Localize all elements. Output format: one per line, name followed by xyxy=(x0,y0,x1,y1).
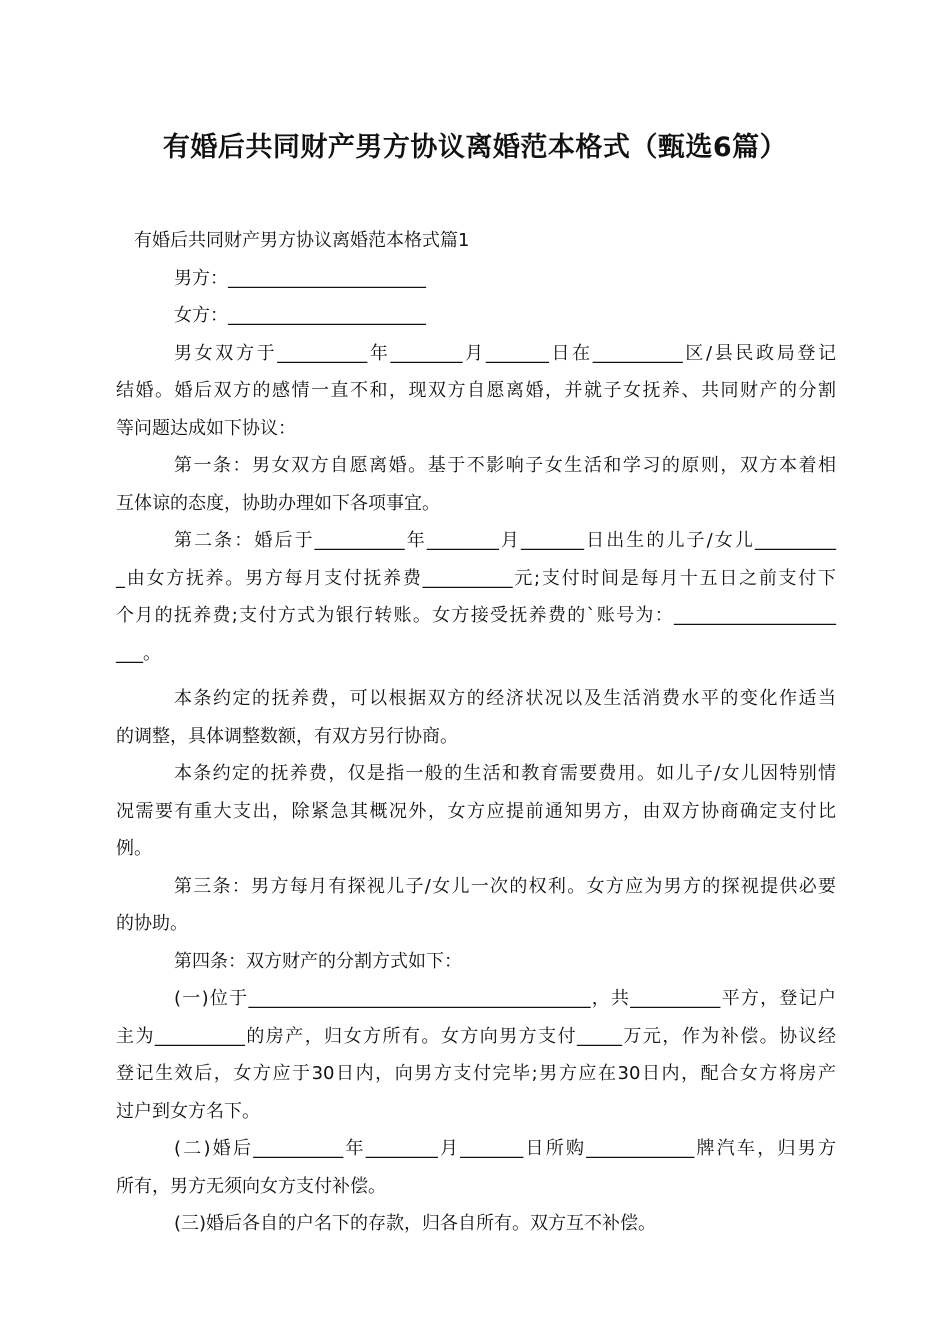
article-2-note-line: 本条约定的抚养费，可以根据双方的经济状况以及生活消费水平的变化作适当 xyxy=(174,688,836,709)
wife-field: 女方：______________________ xyxy=(174,305,426,326)
article-1-line: 互体谅的态度，协助办理如下各项事宜。 xyxy=(116,492,440,514)
paragraph-line: 结婚。婚后双方的感情一直不和，现双方自愿离婚，并就子女抚养、共同财产的分割 xyxy=(116,380,836,401)
article-2-line: 第二条：婚后于__________年________月_______日出生的儿子/女儿_________ xyxy=(174,530,836,551)
article-2-line: _由女方抚养。男方每月支付抚养费__________元;支付时间是每月十五日之前支付下 xyxy=(116,567,836,589)
document-title: 有婚后共同财产男方协议离婚范本格式（甄选6篇） xyxy=(162,132,788,163)
article-3-line: 第三条：男方每月有探视儿子/女儿一次的权利。女方应为男方的探视提供必要 xyxy=(174,875,836,897)
husband-field: 男方：______________________ xyxy=(174,267,426,289)
paragraph-line: 等问题达成如下协议： xyxy=(116,417,296,439)
article-2-note-line: 况需要有重大支出，除紧急其概况外，女方应提前通知男方，由双方协商确定支付比 xyxy=(116,800,836,822)
property-item-1-line: 登记生效后，女方应于30日内，向男方支付完毕;男方应在30日内，配合女方将房产 xyxy=(116,1063,836,1084)
article-1-line: 第一条：男女双方自愿离婚。基于不影响子女生活和学习的原则，双方本着相 xyxy=(174,455,836,476)
article-2-note-line: 例。 xyxy=(116,838,152,859)
article-2-line: 个月的抚养费;支付方式为银行转账。女方接受抚养费的`账号为：__________________ xyxy=(116,605,836,626)
article-2-note-line: 本条约定的抚养费，仅是指一般的生活和教育需要费用。如儿子/女儿因特别情 xyxy=(174,763,836,784)
property-item-1-line: 主为__________的房产，归女方所有。女方向男方支付_____万元，作为补偿。协议经 xyxy=(116,1025,836,1047)
property-item-1-line: 过户到女方名下。 xyxy=(116,1100,260,1122)
property-item-2-line: 所有，男方无须向女方支付补偿。 xyxy=(116,1175,386,1197)
property-item-3-line: (三)婚后各自的户名下的存款，归各自所有。双方互不补偿。 xyxy=(174,1213,657,1234)
property-item-1-line: (一)位于______________________________________，共__________平方，登记户 xyxy=(174,988,836,1009)
paragraph-line: 男女双方于__________年________月_______日在__________区/县民政局登记 xyxy=(174,342,836,364)
section-heading: 有婚后共同财产男方协议离婚范本格式篇1 xyxy=(134,230,470,251)
property-item-2-line: (二)婚后__________年________月_______日所购____________牌汽车，归男方 xyxy=(174,1138,836,1159)
article-2-line: ___。 xyxy=(116,642,161,664)
article-4-line: 第四条：双方财产的分割方式如下： xyxy=(174,950,462,972)
article-3-line: 的协助。 xyxy=(116,913,188,934)
document-body xyxy=(116,222,836,1243)
article-2-note-line: 的调整，具体调整数额，有双方另行协商。 xyxy=(116,725,458,747)
